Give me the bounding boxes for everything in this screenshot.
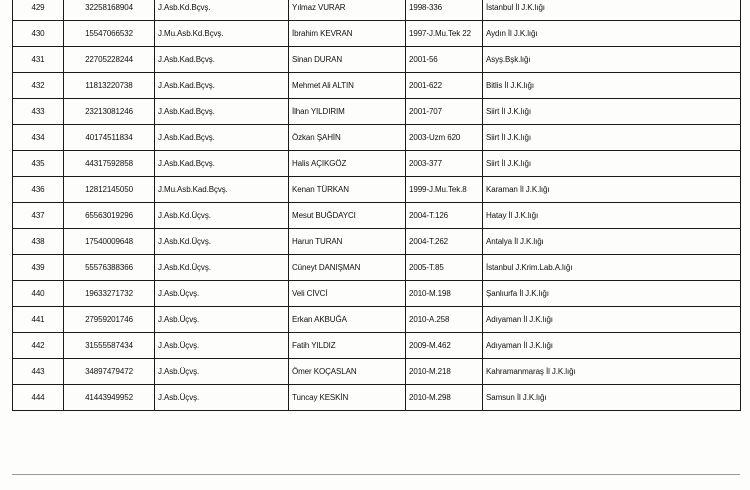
table-row xyxy=(13,177,741,203)
row-number-cell: 441 xyxy=(13,307,64,333)
full-name-cell: Mesut BUĞDAYCI xyxy=(289,203,406,229)
table-row xyxy=(13,99,741,125)
rank-cell: J.Asb.Kad.Bçvş. xyxy=(155,47,289,73)
full-name-cell: Veli CİVCİ xyxy=(289,281,406,307)
rank-cell: J.Asb.Üçvş. xyxy=(155,359,289,385)
registry-number-cell: 2010-A.258 xyxy=(406,307,483,333)
table-row xyxy=(13,47,741,73)
registry-number-cell: 2003-377 xyxy=(406,151,483,177)
registry-number-cell: 2004-T.126 xyxy=(406,203,483,229)
table-row xyxy=(13,359,741,385)
table-row xyxy=(13,307,741,333)
rank-cell: J.Mu.Asb.Kad.Bçvş. xyxy=(155,177,289,203)
full-name-cell: Halis AÇIKGÖZ xyxy=(289,151,406,177)
id-number-cell: 32258168904 xyxy=(64,0,155,21)
row-number-cell: 435 xyxy=(13,151,64,177)
table-row xyxy=(13,255,741,281)
table-row xyxy=(13,333,741,359)
table-row xyxy=(13,73,741,99)
registry-number-cell: 2010-M.298 xyxy=(406,385,483,411)
table-row xyxy=(13,385,741,411)
full-name-cell: İlhan YILDIRIM xyxy=(289,99,406,125)
rank-cell: J.Asb.Kad.Bçvş. xyxy=(155,151,289,177)
id-number-cell: 23213081246 xyxy=(64,99,155,125)
registry-number-cell: 2001-707 xyxy=(406,99,483,125)
id-number-cell: 40174511834 xyxy=(64,125,155,151)
unit-cell: İstanbul İl J.K.lığı xyxy=(483,0,741,21)
registry-number-cell: 2010-M.198 xyxy=(406,281,483,307)
table-row xyxy=(13,0,741,21)
rank-cell: J.Asb.Kd.Üçvş. xyxy=(155,203,289,229)
full-name-cell: Cüneyt DANIŞMAN xyxy=(289,255,406,281)
id-number-cell: 34897479472 xyxy=(64,359,155,385)
row-number-cell: 430 xyxy=(13,21,64,47)
registry-number-cell: 2009-M.462 xyxy=(406,333,483,359)
id-number-cell: 12812145050 xyxy=(64,177,155,203)
rank-cell: J.Asb.Kd.Üçvş. xyxy=(155,255,289,281)
row-number-cell: 434 xyxy=(13,125,64,151)
row-number-cell: 433 xyxy=(13,99,64,125)
unit-cell: Adıyaman İl J.K.lığı xyxy=(483,307,741,333)
row-number-cell: 431 xyxy=(13,47,64,73)
row-number-cell: 439 xyxy=(13,255,64,281)
table-row xyxy=(13,125,741,151)
unit-cell: Karaman İl J.K.lığı xyxy=(483,177,741,203)
rank-cell: J.Asb.Kd.Üçvş. xyxy=(155,229,289,255)
id-number-cell: 41443949952 xyxy=(64,385,155,411)
unit-cell: Siirt İl J.K.lığı xyxy=(483,99,741,125)
id-number-cell: 11813220738 xyxy=(64,73,155,99)
id-number-cell: 44317592858 xyxy=(64,151,155,177)
row-number-cell: 432 xyxy=(13,73,64,99)
unit-cell: Samsun İl J.K.lığı xyxy=(483,385,741,411)
personnel-table xyxy=(12,0,741,411)
rank-cell: J.Asb.Kad.Bçvş. xyxy=(155,125,289,151)
unit-cell: Hatay İl J.K.lığı xyxy=(483,203,741,229)
id-number-cell: 15547066532 xyxy=(64,21,155,47)
registry-number-cell: 2003-Uzm 620 xyxy=(406,125,483,151)
id-number-cell: 55576388366 xyxy=(64,255,155,281)
row-number-cell: 429 xyxy=(13,0,64,21)
full-name-cell: Fatih YILDIZ xyxy=(289,333,406,359)
unit-cell: Siirt İl J.K.lığı xyxy=(483,151,741,177)
table-row xyxy=(13,281,741,307)
rank-cell: J.Asb.Üçvş. xyxy=(155,307,289,333)
page-bottom-rule xyxy=(12,474,740,475)
row-number-cell: 442 xyxy=(13,333,64,359)
registry-number-cell: 1997-J.Mu.Tek 22 xyxy=(406,21,483,47)
registry-number-cell: 2010-M.218 xyxy=(406,359,483,385)
rank-cell: J.Asb.Üçvş. xyxy=(155,333,289,359)
registry-number-cell: 2001-56 xyxy=(406,47,483,73)
unit-cell: Kahramanmaraş İl J.K.lığı xyxy=(483,359,741,385)
id-number-cell: 17540009648 xyxy=(64,229,155,255)
row-number-cell: 436 xyxy=(13,177,64,203)
full-name-cell: İbrahim KEVRAN xyxy=(289,21,406,47)
rank-cell: J.Asb.Kad.Bçvş. xyxy=(155,73,289,99)
registry-number-cell: 2004-T.262 xyxy=(406,229,483,255)
table-row xyxy=(13,229,741,255)
row-number-cell: 443 xyxy=(13,359,64,385)
full-name-cell: Yılmaz VURAR xyxy=(289,0,406,21)
id-number-cell: 27959201746 xyxy=(64,307,155,333)
unit-cell: Siirt İl J.K.lığı xyxy=(483,125,741,151)
row-number-cell: 438 xyxy=(13,229,64,255)
full-name-cell: Tuncay KESKİN xyxy=(289,385,406,411)
registry-number-cell: 1999-J.Mu.Tek.8 xyxy=(406,177,483,203)
unit-cell: İstanbul J.Krim.Lab.A.lığı xyxy=(483,255,741,281)
unit-cell: Antalya İl J.K.lığı xyxy=(483,229,741,255)
registry-number-cell: 1998-336 xyxy=(406,0,483,21)
rank-cell: J.Asb.Üçvş. xyxy=(155,281,289,307)
unit-cell: Asyş.Bşk.lığı xyxy=(483,47,741,73)
unit-cell: Adıyaman İl J.K.lığı xyxy=(483,333,741,359)
table-row xyxy=(13,21,741,47)
registry-number-cell: 2001-622 xyxy=(406,73,483,99)
id-number-cell: 31555587434 xyxy=(64,333,155,359)
row-number-cell: 444 xyxy=(13,385,64,411)
unit-cell: Şanlıurfa İl J.K.lığı xyxy=(483,281,741,307)
personnel-table-body xyxy=(13,0,741,411)
rank-cell: J.Asb.Kad.Bçvş. xyxy=(155,99,289,125)
row-number-cell: 440 xyxy=(13,281,64,307)
full-name-cell: Harun TURAN xyxy=(289,229,406,255)
rank-cell: J.Mu.Asb.Kd.Bçvş. xyxy=(155,21,289,47)
unit-cell: Bitlis İl J.K.lığı xyxy=(483,73,741,99)
full-name-cell: Kenan TÜRKAN xyxy=(289,177,406,203)
id-number-cell: 65563019296 xyxy=(64,203,155,229)
full-name-cell: Erkan AKBUĞA xyxy=(289,307,406,333)
id-number-cell: 19633271732 xyxy=(64,281,155,307)
full-name-cell: Sinan DURAN xyxy=(289,47,406,73)
full-name-cell: Ömer KOÇASLAN xyxy=(289,359,406,385)
unit-cell: Aydın İl J.K.lığı xyxy=(483,21,741,47)
rank-cell: J.Asb.Üçvş. xyxy=(155,385,289,411)
full-name-cell: Özkan ŞAHİN xyxy=(289,125,406,151)
row-number-cell: 437 xyxy=(13,203,64,229)
full-name-cell: Mehmet Ali ALTIN xyxy=(289,73,406,99)
table-row xyxy=(13,151,741,177)
id-number-cell: 22705228244 xyxy=(64,47,155,73)
registry-number-cell: 2005-T.85 xyxy=(406,255,483,281)
rank-cell: J.Asb.Kd.Bçvş. xyxy=(155,0,289,21)
table-row xyxy=(13,203,741,229)
